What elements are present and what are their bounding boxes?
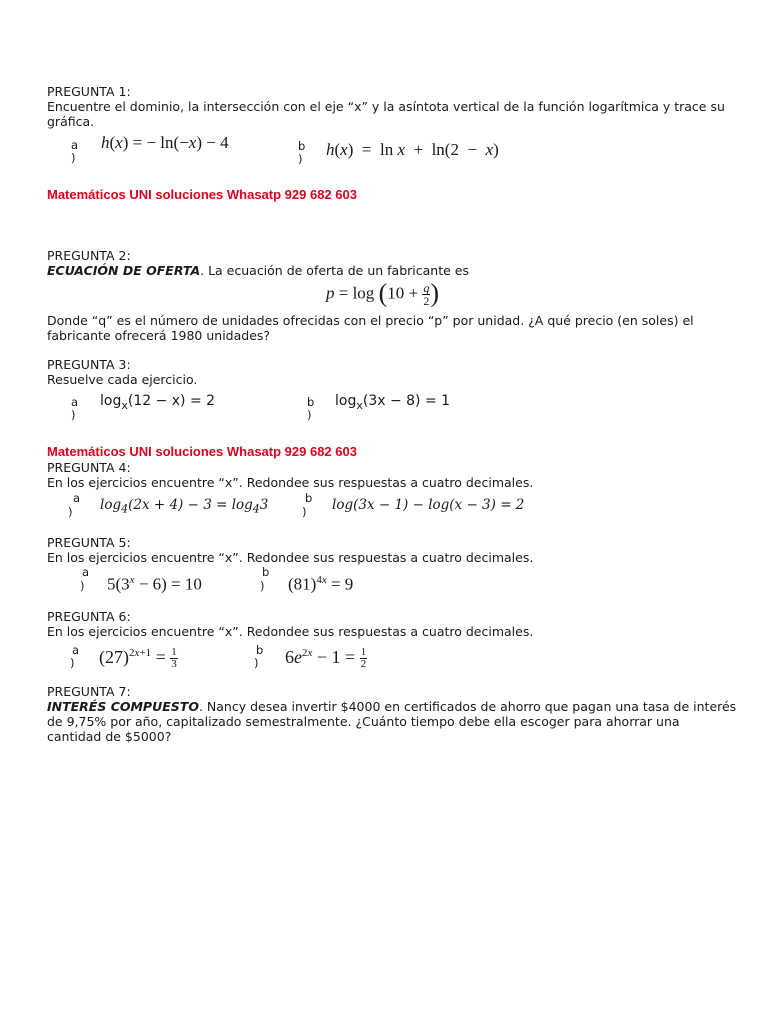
- q2-title: ECUACIÓN DE OFERTA: [47, 263, 201, 278]
- q1-b-expression: h(x) = ln x + ln(2 − x): [326, 140, 499, 159]
- q4-b-label: b: [305, 491, 313, 505]
- q6-b-label: b: [256, 643, 264, 657]
- q2-intro-text: . La ecuación de oferta de un fabricante es: [200, 263, 469, 278]
- q3-b-expression: $\log_x(3x - 8) = 1$: [335, 393, 451, 412]
- q6-a-label: a: [72, 643, 80, 657]
- q3-a-label: a: [71, 395, 79, 409]
- q7-line1: [47, 699, 736, 714]
- q7-line3: cantidad de $5000?: [47, 729, 172, 744]
- q1-a-expression: h(x) = − ln(−x) − 4: [101, 133, 229, 152]
- q5-statement: En los ejercicios encuentre “x”. Redondee sus respuestas a cuatro decimales.: [47, 550, 534, 565]
- q1-header: PREGUNTA 1:: [47, 84, 131, 99]
- q4-a-expression: $\log_4(2x + 4) - 3 = \log_43$: [100, 497, 269, 516]
- q5-b-expression: $(81)^{4x} = 9$: [288, 574, 354, 594]
- brand-line-2: Matemáticos UNI soluciones Whasatp 929 682 603: [47, 444, 357, 459]
- q1-statement-line2: gráfica.: [47, 114, 95, 129]
- q2-formula: p = log (10 + $\frac{q}{2}$ ): [326, 278, 439, 308]
- q2-question-line1: Donde “q” es el número de unidades ofrecidas con el precio “p” por unidad. ¿A qué precio (en soles) el: [47, 313, 694, 328]
- q3-statement: Resuelve cada ejercicio.: [47, 372, 198, 387]
- q2-intro: [47, 263, 469, 278]
- q4-header: PREGUNTA 4:: [47, 460, 131, 475]
- q6-a-expression: $(27)^{2x+1}$ = $\frac{1}{3}$: [99, 646, 177, 671]
- q5-a-paren: ): [80, 579, 85, 593]
- brand-line-1: Matemáticos UNI soluciones Whasatp 929 682 603: [47, 187, 357, 202]
- q6-b-paren: ): [254, 656, 259, 670]
- q3-a-expression: $\log_x(12 - x) = 2$: [100, 393, 216, 412]
- q1-b-paren: ): [298, 152, 303, 166]
- q3-header: PREGUNTA 3:: [47, 357, 131, 372]
- q1-a-label: a: [71, 138, 79, 152]
- q5-header: PREGUNTA 5:: [47, 535, 131, 550]
- q4-statement: En los ejercicios encuentre “x”. Redondee sus respuestas a cuatro decimales.: [47, 475, 534, 490]
- q4-a-label: a: [73, 491, 81, 505]
- q6-a-paren: ): [70, 656, 75, 670]
- q2-header: PREGUNTA 2:: [47, 248, 131, 263]
- q7-line2: de 9,75% por año, capitalizado semestralmente. ¿Cuánto tiempo debe ella escoger para ahorrar una: [47, 714, 680, 729]
- q3-a-paren: ): [71, 408, 76, 422]
- q1-statement-line1: Encuentre el dominio, la intersección con el eje “x” y la asíntota vertical de la función logarítmica y trace su: [47, 99, 725, 114]
- q2-question-line2: fabricante ofrecerá 1980 unidades?: [47, 328, 271, 343]
- q1-b-label: b: [298, 139, 306, 153]
- q7-header: PREGUNTA 7:: [47, 684, 131, 699]
- q4-b-expression: log(3x − 1) − log(x − 3) = 2: [332, 497, 525, 513]
- q4-a-paren: ): [68, 505, 73, 519]
- q5-a-label: a: [82, 565, 90, 579]
- q6-b-expression: $6e^{2x} - 1$ = $\frac{1}{2}$: [285, 646, 367, 671]
- q3-b-paren: ): [307, 408, 312, 422]
- q7-line1-text: . Nancy desea invertir $4000 en certificados de ahorro que pagan una tasa de interés: [198, 699, 737, 714]
- q5-b-paren: ): [260, 579, 265, 593]
- q5-a-expression: $5(3^x - 6) = 10$: [107, 574, 202, 594]
- q6-header: PREGUNTA 6:: [47, 609, 131, 624]
- q5-b-label: b: [262, 565, 270, 579]
- q1-a-paren: ): [71, 151, 76, 165]
- q6-statement: En los ejercicios encuentre “x”. Redondee sus respuestas a cuatro decimales.: [47, 624, 534, 639]
- q3-b-label: b: [307, 395, 315, 409]
- q4-b-paren: ): [302, 505, 307, 519]
- q7-title: INTERÉS COMPUESTO: [47, 699, 199, 714]
